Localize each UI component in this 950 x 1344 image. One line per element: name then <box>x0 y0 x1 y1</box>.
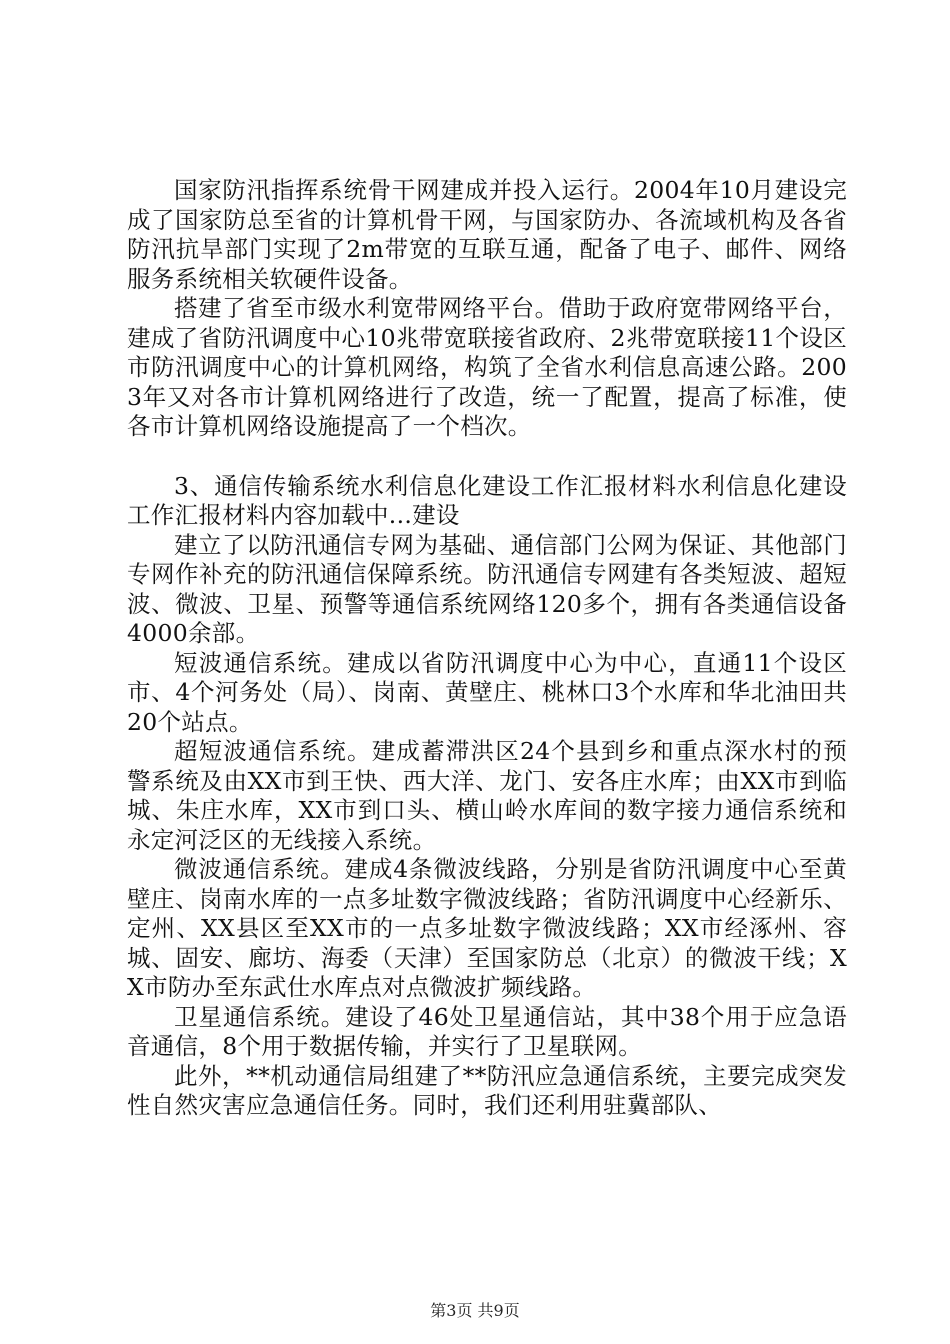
paragraph-shortwave: 短波通信系统。建成以省防汛调度中心为中心，直通11个设区市、4个河务处（局）、岗南、黄壁庄、桃林口3个水库和华北油田共20个站点。 <box>127 648 847 736</box>
paragraph-comm-system: 建立了以防汛通信专网为基础、通信部门公网为保证、其他部门专网作补充的防汛通信保障系统。防汛通信专网建有各类短波、超短波、微波、卫星、预警等通信系统网络120多个，拥有各类通信设备4000余部。 <box>127 530 847 647</box>
paragraph-emergency: 此外，**机动通信局组建了**防汛应急通信系统，主要完成突发性自然灾害应急通信任务。同时，我们还利用驻冀部队、 <box>127 1061 847 1119</box>
document-body <box>127 176 847 1121</box>
paragraph-backbone-network: 国家防汛指挥系统骨干网建成并投入运行。2004年10月建设完成了国家防总至省的计算机骨干网，与国家防办、各流域机构及各省防汛抗旱部门实现了2m带宽的互联互通，配备了电子、邮件、网络服务系统相关软硬件设备。 <box>127 176 847 293</box>
page-footer: 第3页 共9页 <box>430 1301 520 1320</box>
section-heading: 3、通信传输系统水利信息化建设工作汇报材料水利信息化建设工作汇报材料内容加载中...建设 <box>127 471 847 529</box>
paragraph-gap <box>127 442 847 472</box>
paragraph-microwave: 微波通信系统。建成4条微波线路，分别是省防汛调度中心至黄壁庄、岗南水库的一点多址数字微波线路；省防汛调度中心经新乐、定州、XX县区至XX市的一点多址数字微波线路；XX市经涿州、容城、固安、廊坊、海委（天津）至国家防总（北京）的微波干线；XX市防办至东武仕水库点对点微波扩频线路。 <box>127 855 847 1001</box>
paragraph-satellite: 卫星通信系统。建设了46处卫星通信站，其中38个用于应急语音通信，8个用于数据传输，并实行了卫星联网。 <box>127 1002 847 1060</box>
paragraph-ultrashortwave: 超短波通信系统。建成蓄滞洪区24个县到乡和重点深水村的预警系统及由XX市到王快、西大洋、龙门、安各庄水库；由XX市到临城、朱庄水库，XX市到口头、横山岭水库间的数字接力通信系统和永定河泛区的无线接入系统。 <box>127 737 847 854</box>
paragraph-broadband-platform: 搭建了省至市级水利宽带网络平台。借助于政府宽带网络平台，建成了省防汛调度中心10兆带宽联接省政府、2兆带宽联接11个设区市防汛调度中心的计算机网络，构筑了全省水利信息高速公路。2003年又对各市计算机网络进行了改造，统一了配置，提高了标准，使各市计算机网络设施提高了一个档次。 <box>127 294 847 440</box>
